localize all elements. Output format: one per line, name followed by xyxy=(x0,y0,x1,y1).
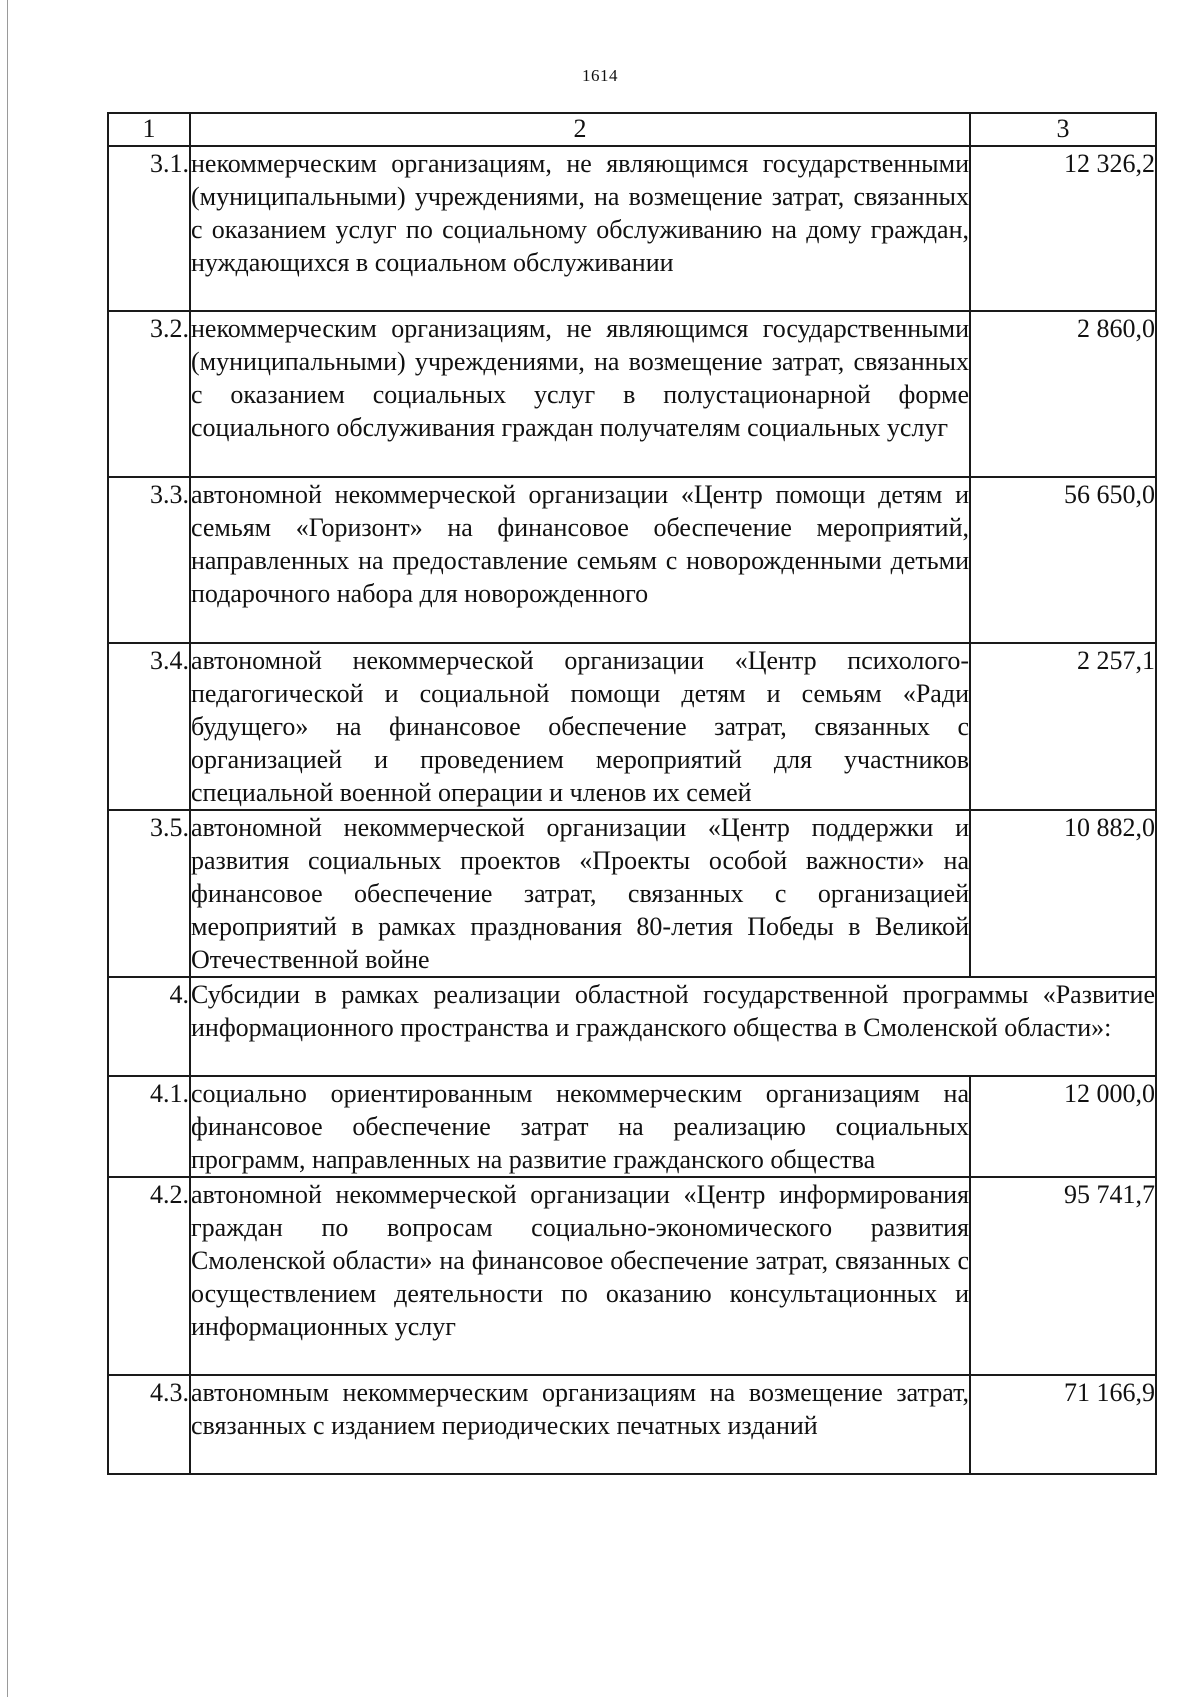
row-amount: 56 650,0 xyxy=(970,477,1156,643)
row-amount: 2 860,0 xyxy=(970,311,1156,477)
row-description: автономным некоммерческим организациям на возмещение затрат, связанных с изданием периодических печатных изданий xyxy=(190,1375,970,1474)
row-number: 3.2. xyxy=(108,311,190,477)
table-row xyxy=(108,810,1156,977)
scan-edge-line xyxy=(7,0,8,1697)
table-row xyxy=(108,1375,1156,1474)
table-row xyxy=(108,477,1156,643)
row-description: автономной некоммерческой организации «Центр помощи детям и семьям «Горизонт» на финансовое обеспечение мероприятий, направленных на предоставление семьям с новорожденными детьми подарочного набора для новорожденного xyxy=(190,477,970,643)
row-description: автономной некоммерческой организации «Центр поддержки и развития социальных проектов «Проекты особой важности» на финансовое обеспечение затрат, связанных с организацией мероприятий в рамках празднования 80-летия Победы в Великой Отечественной войне xyxy=(190,810,970,977)
row-description: автономной некоммерческой организации «Центр информирования граждан по вопросам социально-экономического развития Смоленской области» на финансовое обеспечение затрат, связанных с осуществлением деятельности по оказанию консультационных и информационных услуг xyxy=(190,1177,970,1375)
table-row xyxy=(108,643,1156,810)
row-description: социально ориентированным некоммерческим организациям на финансовое обеспечение затрат на реализацию социальных программ, направленных на развитие гражданского общества xyxy=(190,1076,970,1177)
row-amount: 12 326,2 xyxy=(970,146,1156,311)
subsidy-table xyxy=(107,112,1157,1475)
row-amount: 71 166,9 xyxy=(970,1375,1156,1474)
header-col-2: 2 xyxy=(190,113,970,146)
page-number: 1614 xyxy=(582,66,618,85)
row-description: автономной некоммерческой организации «Центр психолого-педагогической и социальной помощи детям и семьям «Ради будущего» на финансовое обеспечение затрат, связанных с организацией и проведением мероприятий для участников специальной военной операции и членов их семей xyxy=(190,643,970,810)
row-amount: 12 000,0 xyxy=(970,1076,1156,1177)
row-description: некоммерческим организациям, не являющимся государственными (муниципальными) учреждениями, на возмещение затрат, связанных с оказанием услуг по социальному обслуживанию на дому граждан, нуждающихся в социальном обслуживании xyxy=(190,146,970,311)
table-section-row xyxy=(108,977,1156,1076)
row-number: 3.1. xyxy=(108,146,190,311)
table-header-row xyxy=(108,113,1156,146)
row-number: 3.3. xyxy=(108,477,190,643)
row-number: 4.1. xyxy=(108,1076,190,1177)
row-number: 3.4. xyxy=(108,643,190,810)
row-number: 4.2. xyxy=(108,1177,190,1375)
row-number: 4.3. xyxy=(108,1375,190,1474)
header-col-3: 3 xyxy=(970,113,1156,146)
row-number: 3.5. xyxy=(108,810,190,977)
section-title: Субсидии в рамках реализации областной государственной программы «Развитие информационного пространства и гражданского общества в Смоленской области»: xyxy=(190,977,1156,1076)
table-row xyxy=(108,1076,1156,1177)
section-number: 4. xyxy=(108,977,190,1076)
row-amount: 2 257,1 xyxy=(970,643,1156,810)
row-amount: 95 741,7 xyxy=(970,1177,1156,1375)
header-col-1: 1 xyxy=(108,113,190,146)
row-amount: 10 882,0 xyxy=(970,810,1156,977)
table-row xyxy=(108,146,1156,311)
table-row xyxy=(108,311,1156,477)
table-row xyxy=(108,1177,1156,1375)
row-description: некоммерческим организациям, не являющимся государственными (муниципальными) учреждениями, на возмещение затрат, связанных с оказанием социальных услуг в полустационарной форме социального обслуживания граждан получателям социальных услуг xyxy=(190,311,970,477)
